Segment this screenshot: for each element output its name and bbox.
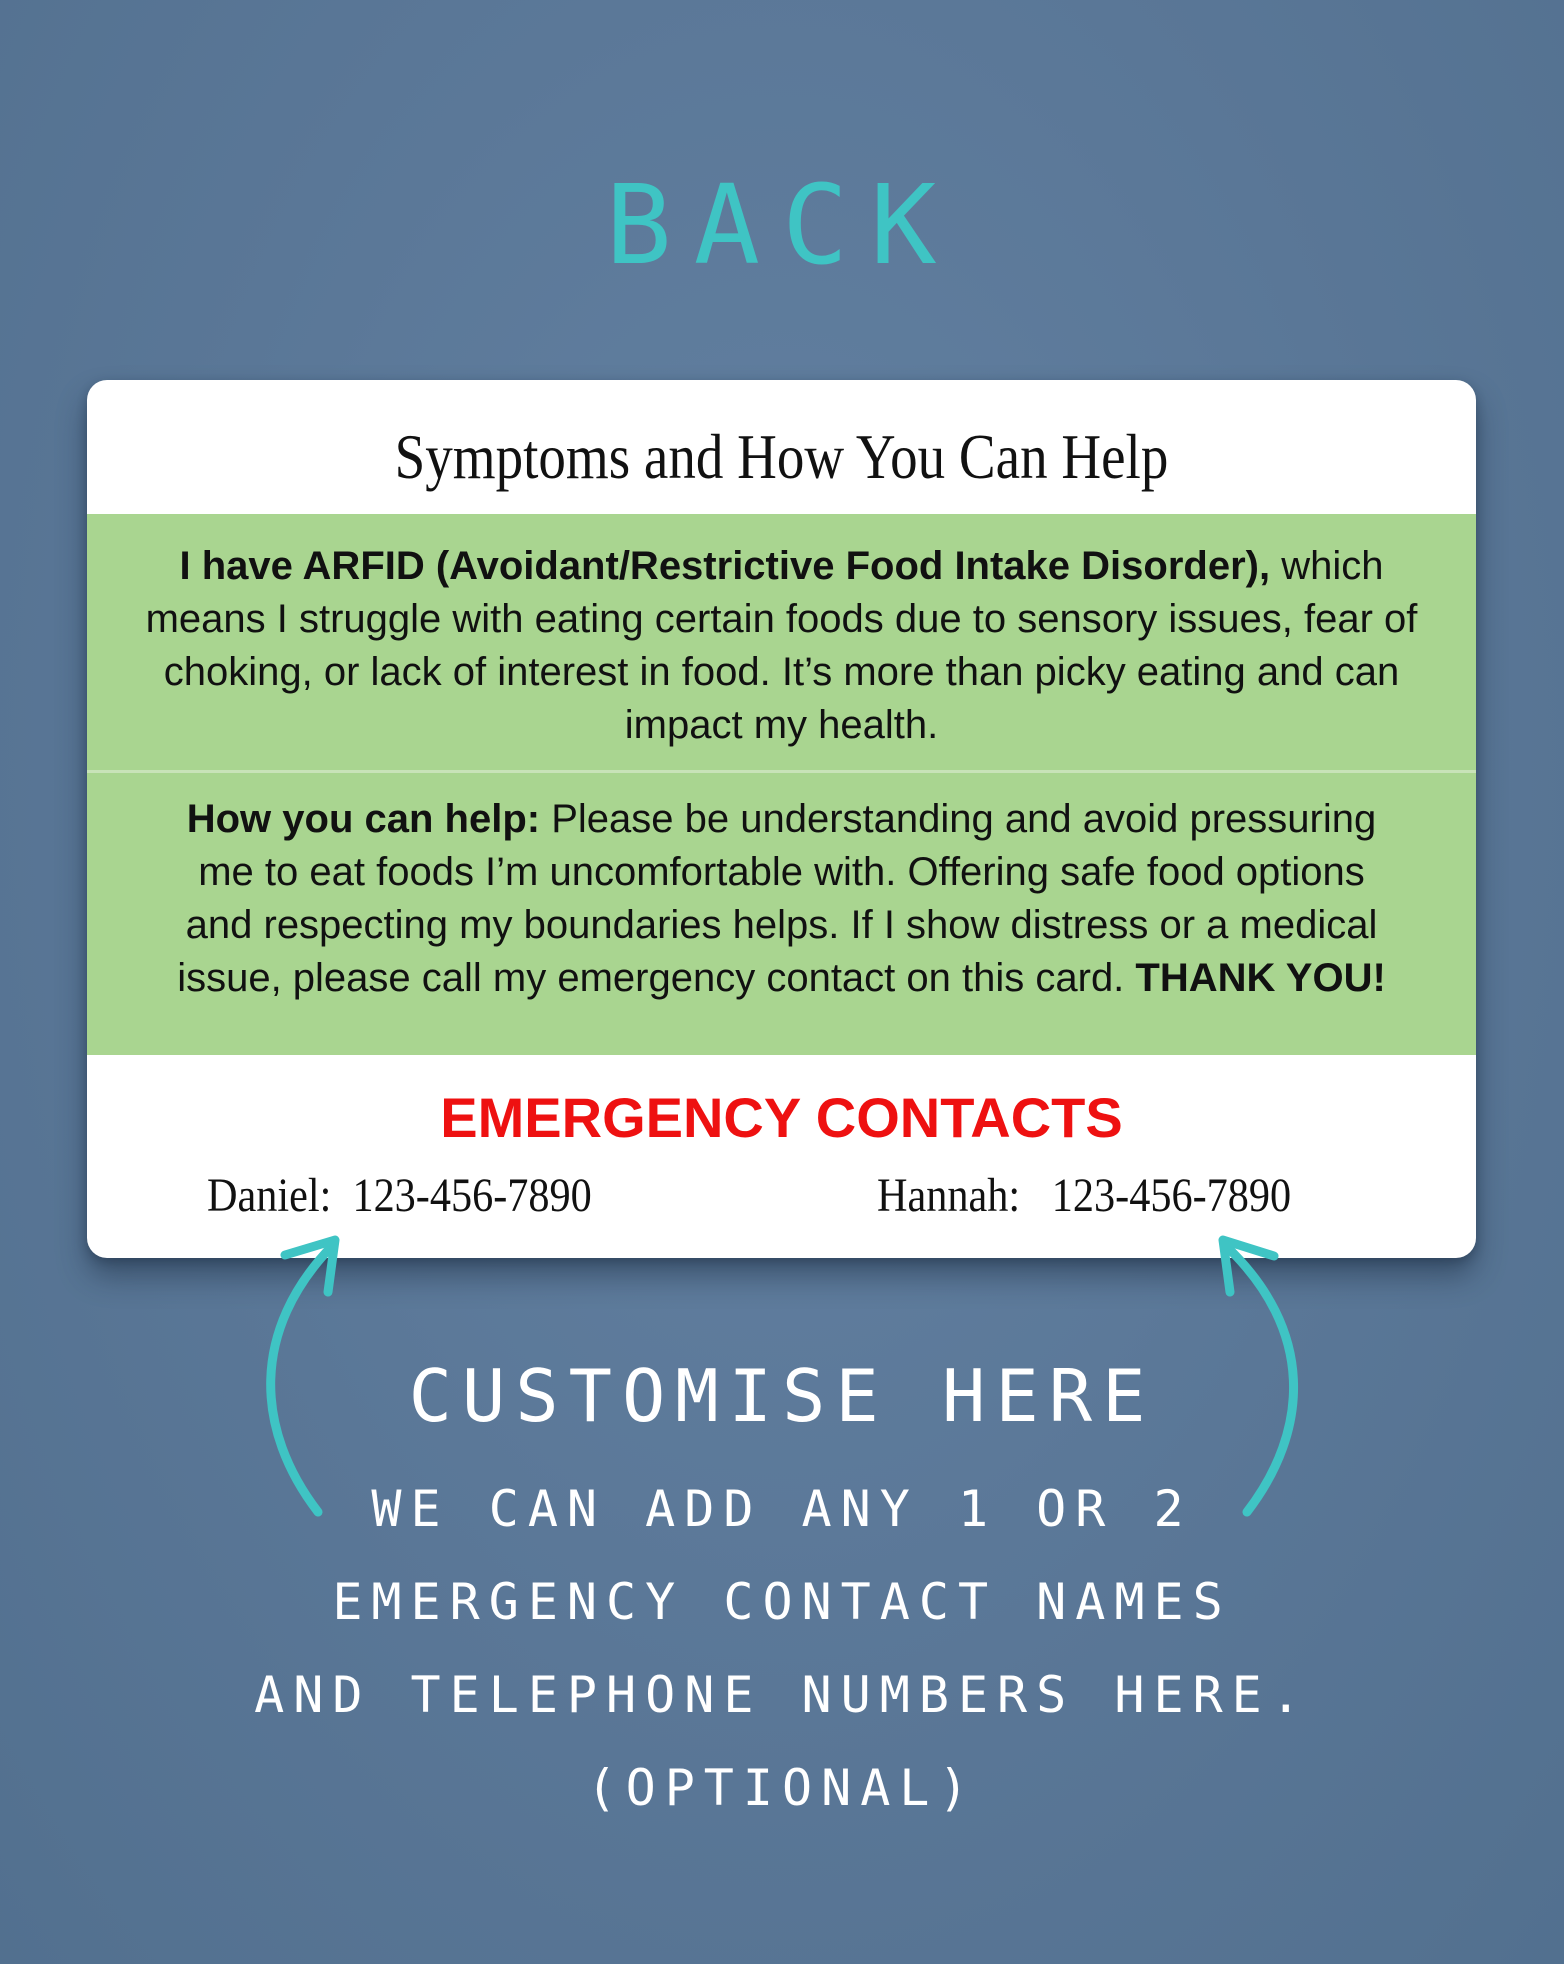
arfid-description: which means I struggle with eating certain foods due to sensory issues, fear of choking, or lack of interest in food. It’s more than picky eating and can impact my health. [145, 544, 1418, 747]
emergency-contacts-heading: EMERGENCY CONTACTS [440, 1086, 1123, 1149]
help-text: Please be understanding and avoid pressuring me to eat foods I’m uncomfortable with. Offering safe food options and respecting my boundaries helps. If I show distress or a medical issue, please call my emergency contact on this card. [177, 797, 1378, 1000]
contact-phone: 123-456-7890 [352, 1169, 592, 1222]
customise-line-4: (OPTIONAL) [586, 1759, 978, 1817]
customise-heading: CUSTOMISE HERE [408, 1354, 1156, 1438]
contact-name: Hannah: [877, 1169, 1021, 1222]
contact-phone: 123-456-7890 [1051, 1169, 1292, 1222]
thank-you: THANK YOU! [1135, 956, 1386, 1000]
help-lead: How you can help: [186, 797, 541, 841]
customise-line-3: AND TELEPHONE NUMBERS HERE. [254, 1666, 1310, 1724]
contact-name: Daniel: [207, 1169, 332, 1222]
customise-line-1: WE CAN ADD ANY 1 OR 2 [371, 1480, 1193, 1538]
page-title: BACK [605, 161, 959, 289]
card-title: Symptoms and How You Can Help [394, 421, 1169, 492]
customise-line-2: EMERGENCY CONTACT NAMES [332, 1573, 1232, 1631]
arfid-statement: I have ARFID (Avoidant/Restrictive Food Intake Disorder), [179, 544, 1271, 588]
